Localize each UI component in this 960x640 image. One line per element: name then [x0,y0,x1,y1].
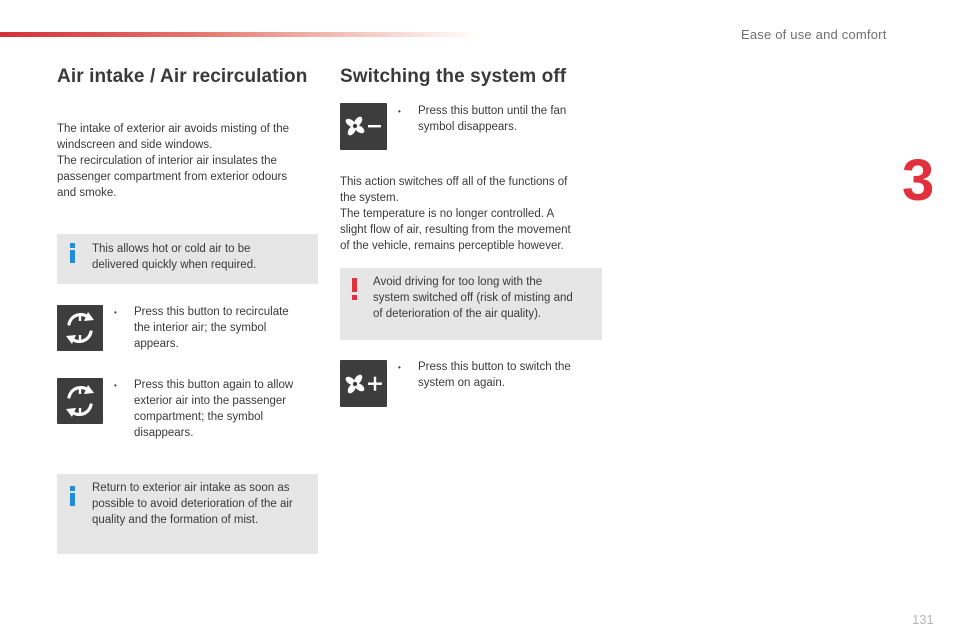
description-line: the system. [340,192,399,204]
instruction-line: Press this button to recirculate [134,306,289,318]
fan-on-instruction [418,359,571,391]
instruction-line: the interior air; the symbol [134,322,267,334]
info-box-return-exterior [57,474,318,554]
instruction-line: Press this button again to allow [134,379,294,391]
fan-minus-icon [340,103,387,150]
switch-off-description [340,174,602,254]
fan-minus-button-icon [340,103,387,150]
intro-line: windscreen and side windows. [57,139,213,151]
air-intake-intro [57,121,319,201]
info-line: This allows hot or cold air to be [92,243,251,255]
instruction-line: Press this button until the fan [418,105,567,117]
info-line: quality and the formation of mist. [92,514,259,526]
info-line: delivered quickly when required. [92,259,257,271]
warning-box-text [373,274,573,322]
chapter-number: 3 [902,148,935,213]
instruction-line: exterior air into the passenger [134,395,287,407]
instruction-line: symbol disappears. [418,121,518,133]
warning-line: of deterioration of the air quality). [373,308,542,320]
header-accent-bar [0,32,480,37]
description-line: This action switches off all of the functions of [340,176,568,188]
bullet-icon: • [398,363,401,372]
instruction-line: system on again. [418,377,505,389]
intro-line: passenger compartment from exterior odours [57,171,288,183]
fan-off-instruction [418,103,566,135]
intro-line: and smoke. [57,187,117,199]
instruction-line: disappears. [134,427,194,439]
air-recirculation-button-icon [57,378,103,424]
fan-plus-button-icon [340,360,387,407]
page-number: 131 [912,612,934,627]
bullet-icon: • [114,308,117,317]
instruction-line: appears. [134,338,179,350]
instruction-line: Press this button to switch the [418,361,571,373]
intro-line: The recirculation of interior air insulates the [57,155,277,167]
switch-off-title: Switching the system off [340,66,567,87]
fan-plus-icon [340,360,387,407]
instruction-line: compartment; the symbol [134,411,264,423]
info-line: Return to exterior air intake as soon as [92,482,290,494]
info-box-text [92,241,256,273]
bullet-icon: • [114,381,117,390]
air-intake-title: Air intake / Air recirculation [57,66,308,87]
exterior-air-instruction [134,377,293,441]
bullet-icon: • [398,107,401,116]
air-recirculation-icon [57,305,103,351]
warning-box [340,268,602,340]
warning-line: Avoid driving for too long with the [373,276,543,288]
intro-line: The intake of exterior air avoids misting of the [57,123,290,135]
section-label: Ease of use and comfort [741,27,887,42]
info-box-text [92,480,293,528]
air-recirculation-button-icon [57,305,103,351]
warning-line: system switched off (risk of misting and [373,292,573,304]
description-line: The temperature is no longer controlled. A [340,208,555,220]
recirculate-instruction [134,304,289,352]
description-line: slight flow of air, resulting from the movement [340,224,571,236]
info-line: possible to avoid deterioration of the air [92,498,293,510]
air-recirculation-icon [57,378,103,424]
info-box-quick-delivery [57,234,318,284]
description-line: of the vehicle, remains perceptible however. [340,240,564,252]
